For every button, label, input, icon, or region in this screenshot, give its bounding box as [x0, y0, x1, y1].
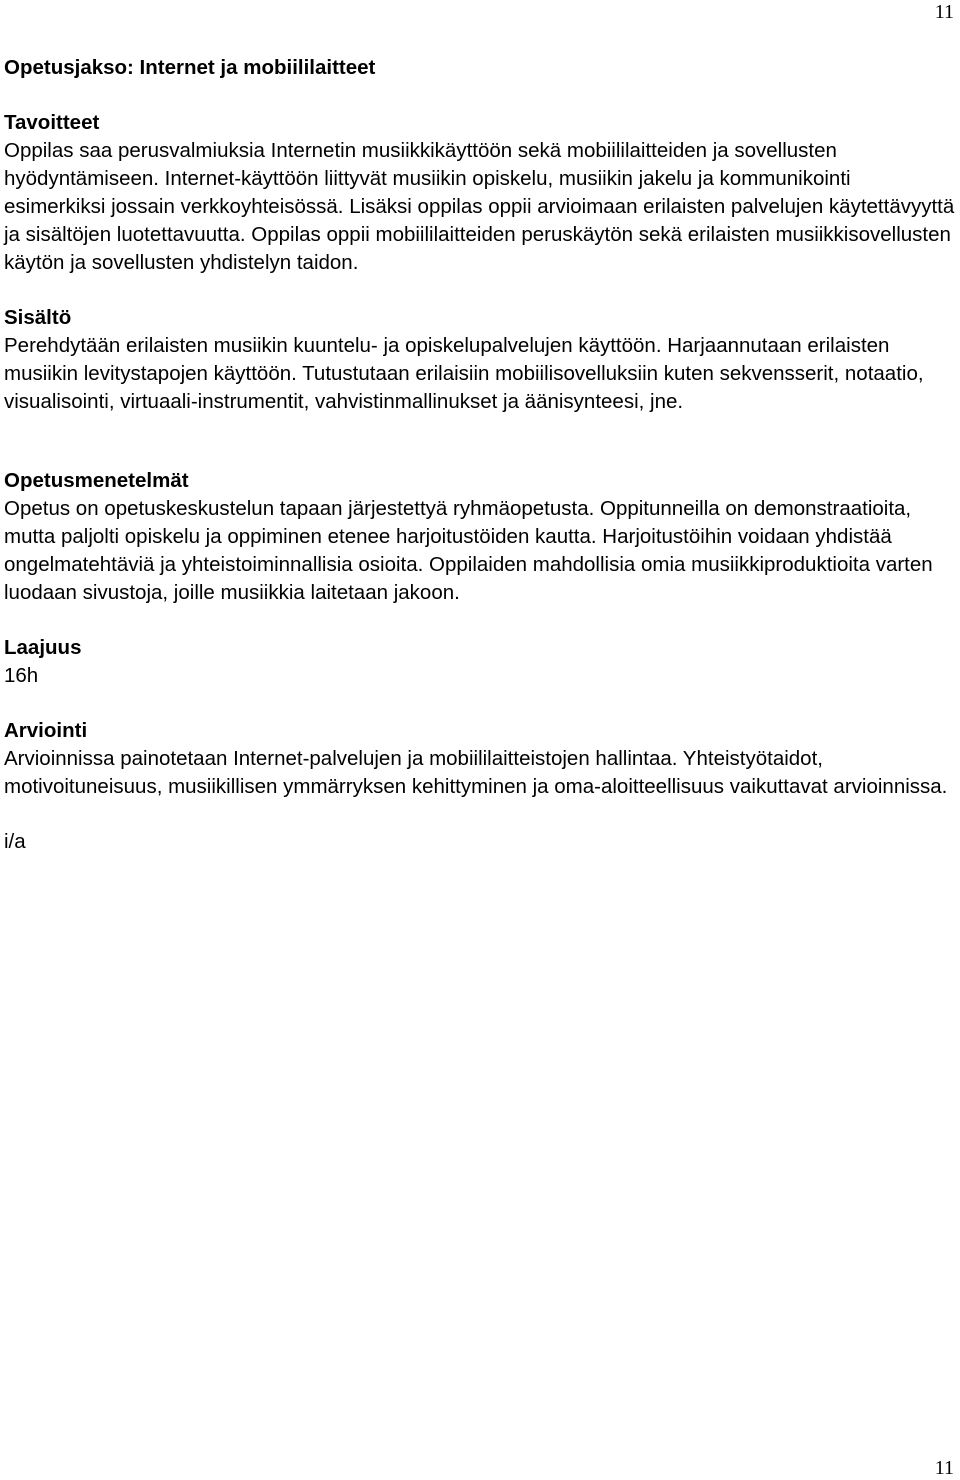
section-opetusmenetelmat — [4, 467, 956, 607]
section-laajuus — [4, 634, 956, 690]
section-body-tavoitteet: Oppilas saa perusvalmiuksia Internetin musiikkikäyttöön sekä mobiililaitteiden ja sovellusten hyödyntämiseen. Internet-käyttöön liittyvät musiikin opiskelu, musiikin jakelu ja kommunikointi esimerkiksi jossain verkkoyhteisössä. Lisäksi oppilas oppii arvioimaan erilaisten palvelujen käytettävyyttä ja sisältöjen luotettavuutta. Oppilas oppii mobiililaitteiden peruskäytön sekä erilaisten musiikkisovellusten käytön ja sovellusten yhdistelyn taidon. — [4, 139, 955, 274]
section-heading-tavoitteet: Tavoitteet — [4, 111, 100, 134]
section-tavoitteet — [4, 109, 956, 277]
page-number-bottom: 11 — [934, 1457, 954, 1479]
footer-code: i/a — [4, 830, 26, 853]
section-body-laajuus: 16h — [4, 664, 39, 687]
section-heading-laajuus: Laajuus — [4, 636, 82, 659]
section-heading-opetusmenetelmat: Opetusmenetelmät — [4, 469, 189, 492]
section-body-sisalto: Perehdytään erilaisten musiikin kuuntelu- ja opiskelupalvelujen käyttöön. Harjaannutaan erilaisten musiikin levitystapojen käyttöön. Tutustutaan erilaisiin mobiilisovelluksiin kuten sekvensserit, notaatio, visualisointi, virtuaali-instrumentit, vahvistinmallinukset ja äänisynteesi, jne. — [4, 334, 924, 413]
page-number-top: 11 — [934, 1, 954, 23]
section-body-arviointi: Arvioinnissa painotetaan Internet-palvelujen ja mobiililaitteistojen hallintaa. Yhteistyötaidot, motivoituneisuus, musiikillisen ymmärryksen kehittyminen ja oma-aloitteellisuus vaikuttavat arvioinnissa. — [4, 747, 948, 798]
section-sisalto — [4, 304, 956, 416]
section-heading-arviointi: Arviointi — [4, 719, 88, 742]
section-arviointi — [4, 717, 956, 801]
section-body-opetusmenetelmat: Opetus on opetuskeskustelun tapaan järjestettyä ryhmäopetusta. Oppitunneilla on demonstraatioita, mutta paljolti opiskelu ja oppiminen etenee harjoitustöiden kautta. Harjoitustöihin voidaan yhdistää ongelmatehtäviä ja yhteistoiminnallisia osioita. Oppilaiden mahdollisia omia musiikkiproduktioita varten luodaan sivustoja, joille musiikkia laitetaan jakoon. — [4, 497, 933, 604]
document-content — [4, 54, 956, 856]
document-title: Opetusjakso: Internet ja mobiililaitteet — [4, 56, 376, 79]
section-heading-sisalto: Sisältö — [4, 306, 72, 329]
spacer — [4, 443, 956, 467]
